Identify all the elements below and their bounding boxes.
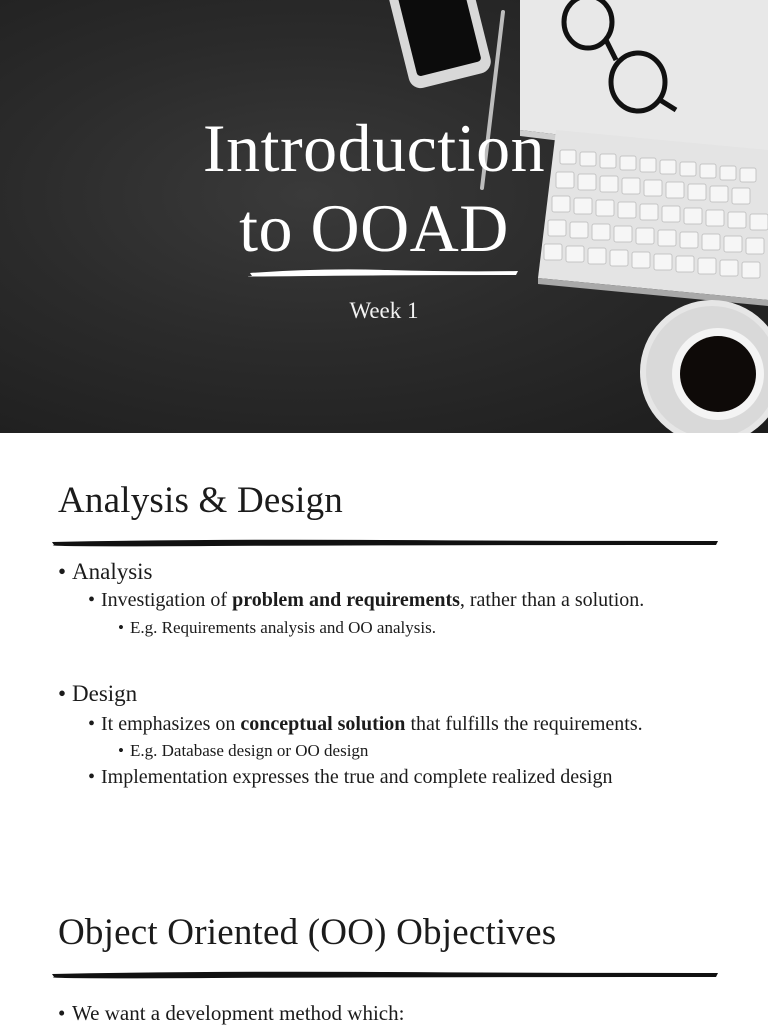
bullet-analysis: • Analysis: [72, 559, 153, 585]
bullet-analysis-sub-pre: Investigation of: [101, 589, 233, 611]
analysis-design-slide: [0, 433, 768, 873]
bullet-design-sub-pre: It emphasizes on: [101, 713, 241, 735]
objectives-slide: [0, 873, 768, 1024]
title-line-1: Introduction: [202, 110, 546, 186]
title-text: [150, 108, 598, 268]
smartphone-image: [385, 0, 494, 91]
heading-brush-divider: [52, 969, 718, 979]
coffee-cup-image: [640, 300, 768, 433]
bullet-design-sub-bold: conceptual solution: [240, 713, 406, 735]
bullet-analysis-sub-bold: problem and requirements: [232, 589, 460, 611]
heading-brush-divider: [52, 537, 718, 547]
bullet-design-sub: [101, 713, 643, 736]
slide-heading: Analysis & Design: [58, 480, 344, 521]
bullet-design: • Design: [72, 681, 137, 707]
bullet-design-sub-post: that fulfills the requirements.: [405, 713, 643, 735]
bullet-analysis-sub: [101, 589, 644, 612]
title-slide: [0, 0, 768, 433]
title-line-2: to OOAD: [239, 190, 509, 266]
subtitle: Week 1: [349, 298, 419, 323]
bullet-design-example: • E.g. Database design or OO design: [130, 741, 368, 761]
title-brush-underline: [248, 266, 520, 278]
slide-heading: Object Oriented (OO) Objectives: [58, 912, 557, 953]
bullet-analysis-sub-post: , rather than a solution.: [459, 589, 645, 611]
bullet-analysis-example: • E.g. Requirements analysis and OO analysis.: [130, 618, 436, 638]
bullet-implementation: • Implementation expresses the true and complete realized design: [101, 766, 612, 789]
bullet-development-method: • We want a development method which:: [72, 1001, 404, 1026]
